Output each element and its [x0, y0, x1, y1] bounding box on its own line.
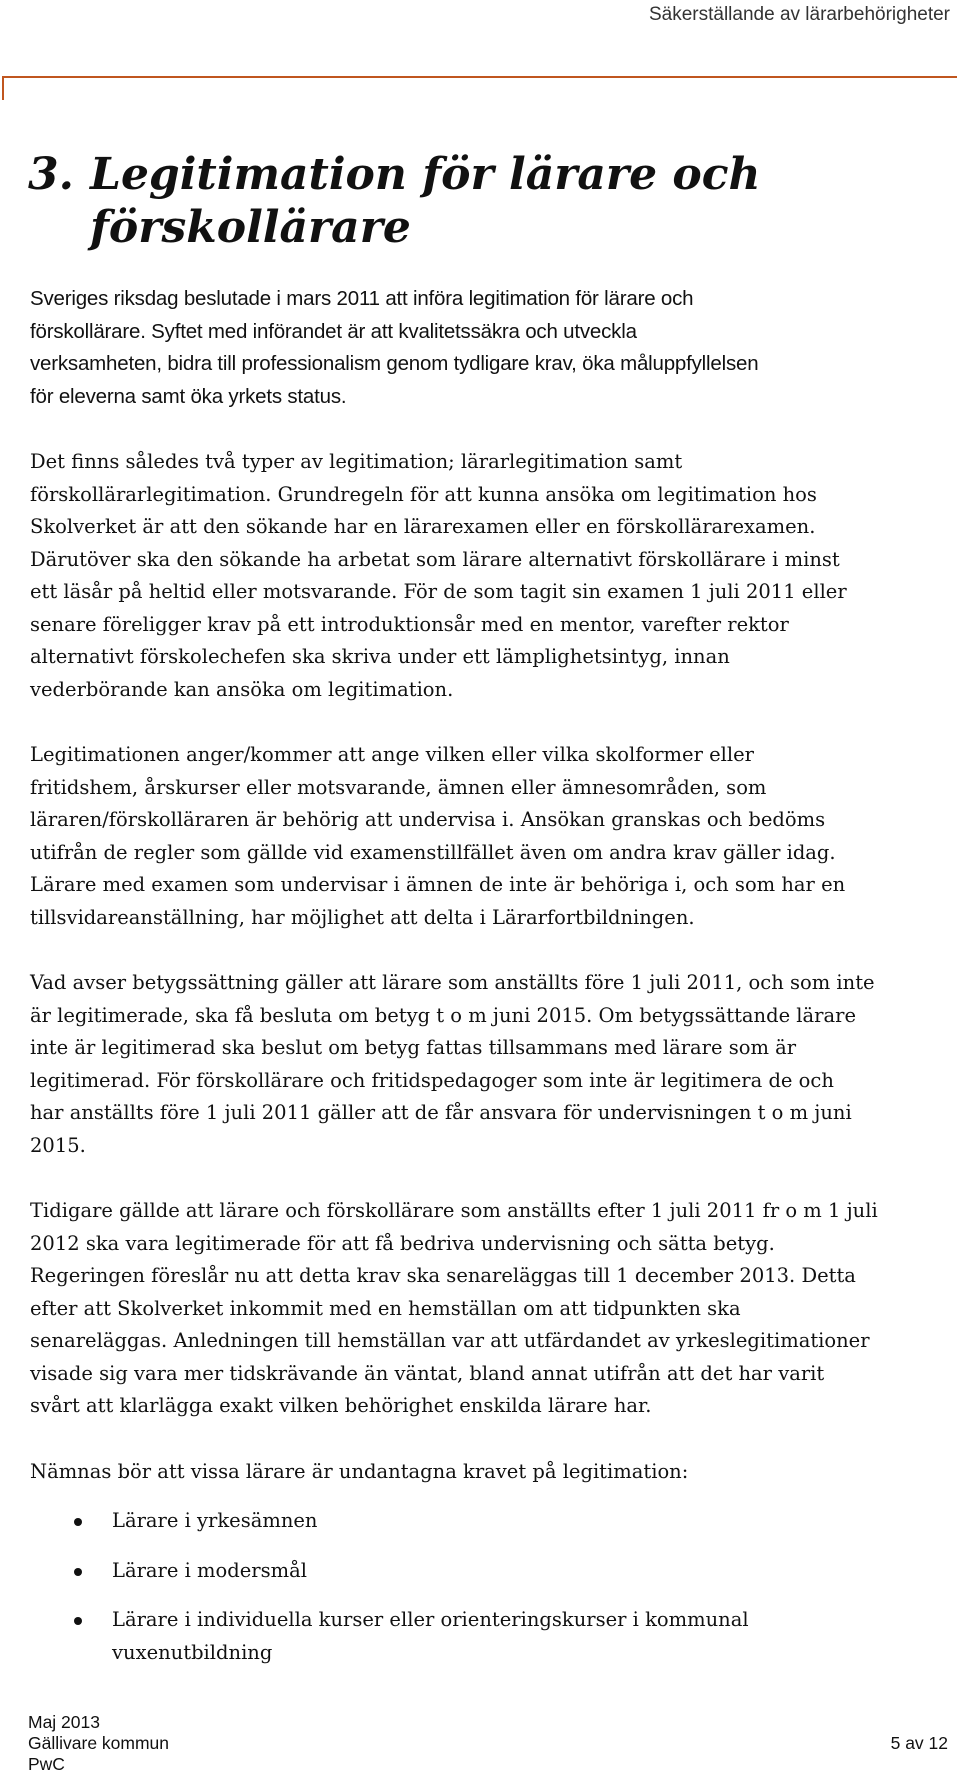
text-line: förskollärare. Syftet med införandet är att kvalitetssäkra och utveckla	[30, 319, 637, 343]
running-header: Säkerställande av lärarbehörigheter	[648, 4, 950, 25]
list-item	[30, 1555, 960, 1588]
text-line: inte är legitimerad ska beslut om betyg fattas tillsammans med lärare som är	[30, 1036, 797, 1059]
paragraph-exceptions-intro	[30, 1456, 960, 1489]
text-line: Lärare i individuella kurser eller orienteringskurser i kommunal	[112, 1608, 749, 1631]
text-line: har anställts före 1 juli 2011 gäller att de får ansvara för undervisningen t o m juni	[30, 1101, 852, 1124]
exceptions-list	[30, 1505, 960, 1669]
text-line: legitimerad. För förskollärare och fritidspedagoger som inte är legitimera de och	[30, 1068, 834, 1092]
text-line: senare föreligger krav på ett introduktionsår med en mentor, varefter rektor	[30, 612, 789, 636]
text-line: visade sig vara mer tidskrävande än väntat, bland annat utifrån att det har varit	[30, 1361, 825, 1385]
bullet-icon	[74, 1518, 82, 1526]
paragraph-legitimation-scope	[30, 739, 960, 934]
paragraph-intro	[30, 283, 960, 413]
text-line: 2012 ska vara legitimerade för att få bedriva undervisning och sätta betyg.	[30, 1231, 775, 1255]
text-line: för eleverna samt öka yrkets status.	[30, 384, 347, 408]
text-line: ett läsår på heltid eller motsvarande. För de som tagit sin examen 1 juli 2011 eller	[30, 580, 847, 603]
text-line: 2015.	[30, 1133, 86, 1157]
text-line: Legitimationen anger/kommer att ange vilken eller vilka skolformer eller	[30, 743, 754, 766]
text-line: Skolverket är att den sökande har en lärarexamen eller en förskollärarexamen.	[30, 515, 816, 538]
text-line: Lärare med examen som undervisar i ämnen de inte är behöriga i, och som har en	[30, 873, 846, 896]
text-line: läraren/förskolläraren är behörig att undervisa i. Ansökan granskas och bedöms	[30, 808, 826, 831]
chapter-title-line-2: förskollärare	[90, 202, 411, 253]
text-line: Lärare i yrkesämnen	[112, 1509, 318, 1532]
paragraph-legitimation-types	[30, 446, 960, 706]
text-line: Vad avser betygssättning gäller att lärare som anställts före 1 juli 2011, och som inte	[30, 971, 875, 994]
body-text	[30, 283, 960, 1686]
text-line: svårt att klarlägga exakt vilken behörighet enskilda lärare har.	[30, 1394, 652, 1417]
text-line: senareläggas. Anledningen till hemställan var att utfärdandet av yrkeslegitimationer	[30, 1329, 870, 1352]
footer-date: Maj 2013	[28, 1712, 100, 1732]
text-line: förskollärarlegitimation. Grundregeln för att kunna ansöka om legitimation hos	[30, 482, 817, 506]
footer-organization: Gällivare kommun	[28, 1733, 170, 1753]
footer-author: PwC	[28, 1754, 65, 1774]
text-line: Nämnas bör att vissa lärare är undantagna kravet på legitimation:	[30, 1459, 689, 1483]
text-line: vuxenutbildning	[112, 1640, 273, 1664]
text-line: Lärare i modersmål	[112, 1558, 307, 1582]
footer	[28, 1712, 169, 1775]
list-item	[30, 1604, 960, 1669]
paragraph-postponement	[30, 1195, 960, 1423]
paragraph-grading	[30, 967, 960, 1162]
text-line: Det finns således två typer av legitimation; lärarlegitimation samt	[30, 450, 683, 473]
text-line: vederbörande kan ansöka om legitimation.	[30, 677, 454, 701]
header-rule	[2, 76, 957, 78]
header-rule-tick	[2, 76, 4, 100]
bullet-icon	[74, 1617, 82, 1625]
text-line: tillsvidareanställning, har möjlighet att delta i Lärarfortbildningen.	[30, 905, 695, 929]
chapter-number: 3.	[28, 149, 74, 200]
list-item	[30, 1505, 960, 1538]
text-line: Regeringen föreslår nu att detta krav ska senareläggas till 1 december 2013. Detta	[30, 1264, 856, 1287]
text-line: är legitimerade, ska få besluta om betyg t o m juni 2015. Om betygssättande lärare	[30, 1003, 856, 1027]
text-line: verksamheten, bidra till professionalism genom tydligare krav, öka måluppfyllelsen	[30, 352, 759, 375]
text-line: fritidshem, årskurser eller motsvarande, ämnen eller ämnesområden, som	[30, 775, 767, 799]
text-line: Därutöver ska den sökande ha arbetat som lärare alternativt förskollärare i minst	[30, 547, 840, 571]
page-number: 5 av 12	[890, 1733, 948, 1753]
text-line: alternativt förskolechefen ska skriva under ett lämplighetsintyg, innan	[30, 645, 730, 668]
text-line: Sveriges riksdag beslutade i mars 2011 att införa legitimation för lärare och	[30, 287, 694, 310]
chapter-title	[28, 148, 928, 254]
text-line: utifrån de regler som gällde vid examenstillfället även om andra krav gäller idag.	[30, 840, 836, 864]
bullet-icon	[74, 1568, 82, 1576]
text-line: Tidigare gällde att lärare och förskollärare som anställts efter 1 juli 2011 fr o m 1 juli	[30, 1199, 878, 1222]
chapter-title-line-1: Legitimation för lärare och	[90, 149, 761, 200]
text-line: efter att Skolverket inkommit med en hemställan om att tidpunkten ska	[30, 1296, 741, 1320]
